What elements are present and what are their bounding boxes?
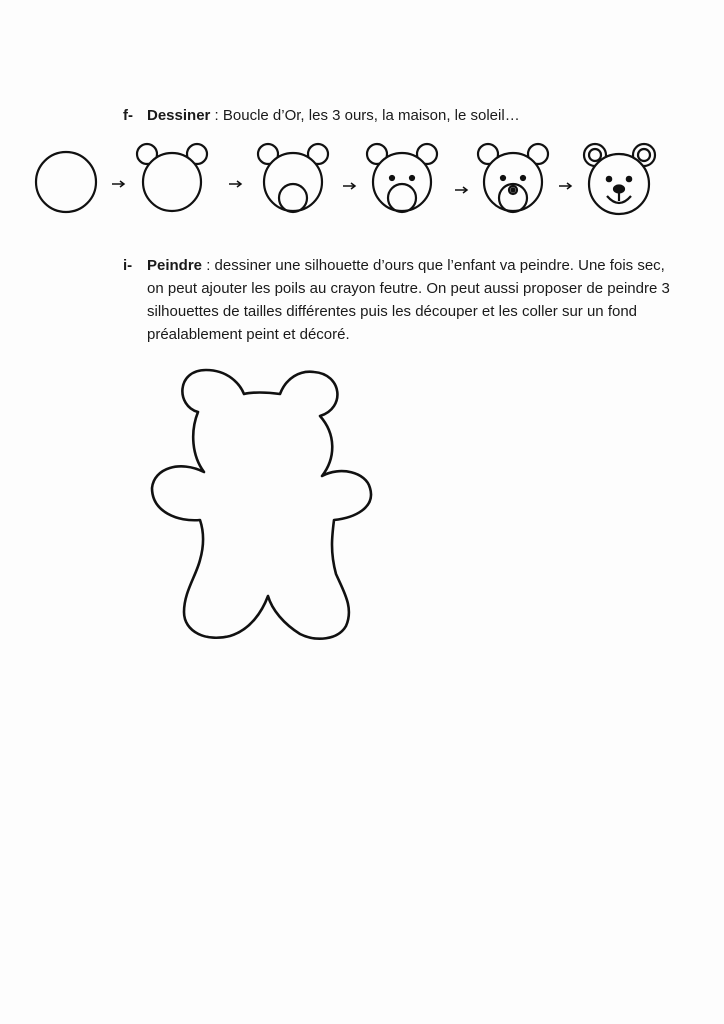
step-5-nose-icon <box>478 144 548 212</box>
step-6-bear-face-icon <box>584 144 655 214</box>
arrow-icon <box>343 183 355 189</box>
section-i-marker: i- <box>123 257 133 274</box>
step-1-circle-icon <box>36 152 96 212</box>
arrow-icon <box>112 181 124 187</box>
section-f-separator: : <box>210 107 223 124</box>
section-i-separator: : <box>202 257 215 274</box>
section-f-marker: f- <box>123 107 133 124</box>
section-i <box>123 254 683 346</box>
section-f-label: Dessiner <box>147 107 211 124</box>
section-f <box>123 106 520 126</box>
arrow-icon <box>229 181 241 187</box>
section-i-label: Peindre <box>147 257 203 274</box>
arrow-icon <box>559 183 571 189</box>
arrow-icon <box>455 187 467 193</box>
section-i-text: dessiner une silhouette d’ours que l’enfant va peindre. Une fois sec, on peut ajouter les poils au crayon feutre. On peut aussi proposer de peindre 3 silhouettes de tailles différentes puis les découper et les coller sur un fond préalablement peint et décoré. <box>147 257 670 343</box>
bear-silhouette-icon <box>140 360 380 650</box>
step-3-muzzle-icon <box>258 144 328 212</box>
section-f-text: Boucle d’Or, les 3 ours, la maison, le soleil… <box>222 107 520 124</box>
bear-drawing-steps <box>0 130 724 230</box>
step-2-ears-icon <box>137 144 207 211</box>
section-i-paragraph <box>147 254 683 346</box>
step-4-eyes-icon <box>367 144 437 212</box>
